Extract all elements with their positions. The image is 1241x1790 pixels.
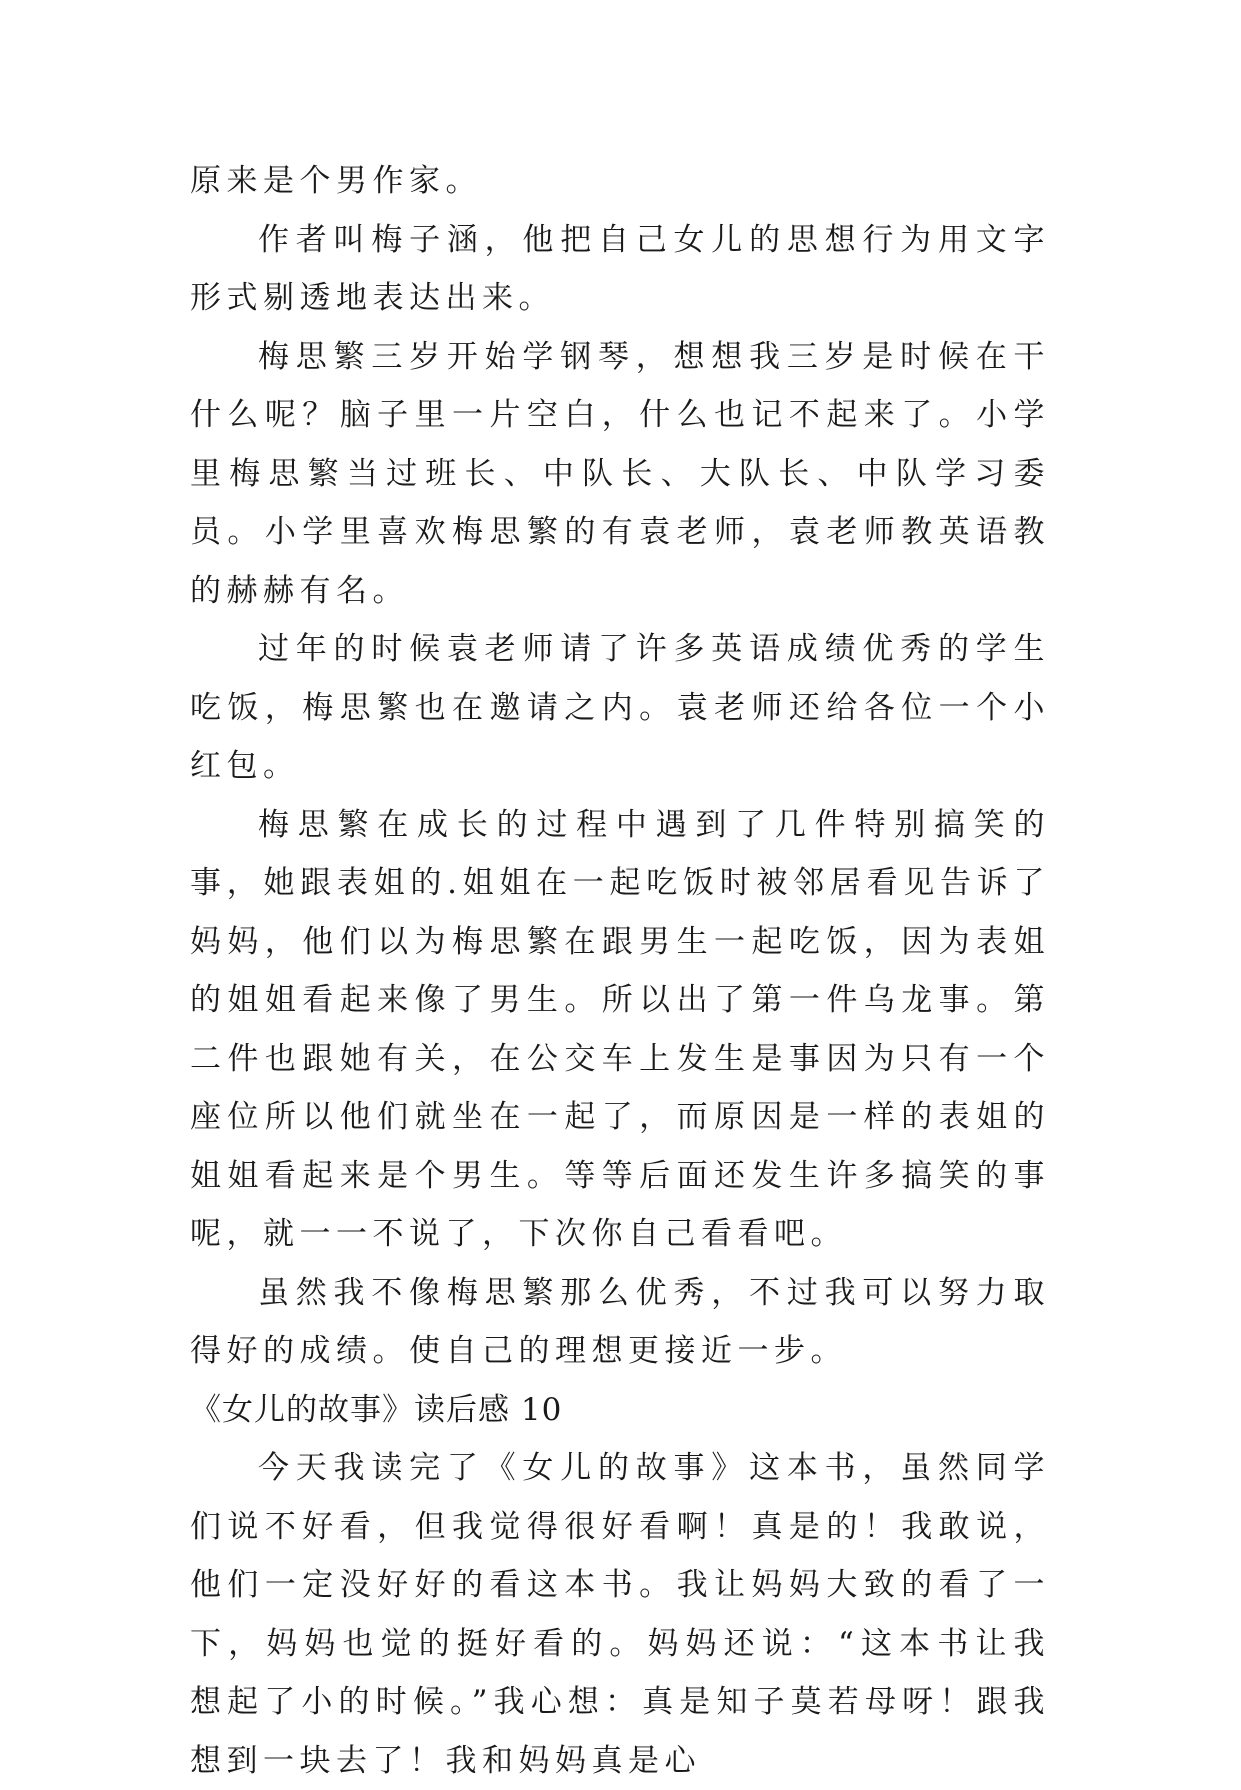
paragraph-3: 梅思繁三岁开始学钢琴，想想我三岁是时候在干什么呢？脑子里一片空白，什么也记不起来了。小学里梅思繁当过班长、中队长、大队长、中队学习委员。小学里喜欢梅思繁的有袁老师，袁老师教英语教的赫赫有名。	[190, 338, 1050, 609]
paragraph-4: 过年的时候袁老师请了许多英语成绩优秀的学生吃饭，梅思繁也在邀请之内。袁老师还给各位一个小红包。	[190, 631, 1050, 784]
paragraph-5: 梅思繁在成长的过程中遇到了几件特别搞笑的事，她跟表姐的.姐姐在一起吃饭时被邻居看见告诉了妈妈，他们以为梅思繁在跟男生一起吃饭，因为表姐的姐姐看起来像了男生。所以出了第一件乌龙事。第二件也跟她有关，在公交车上发生是事因为只有一个座位所以他们就坐在一起了，而原因是一样的表姐的姐姐看起来是个男生。等等后面还发生许多搞笑的事呢，就一一不说了，下次你自己看看吧。	[190, 806, 1050, 1252]
paragraph-6: 虽然我不像梅思繁那么优秀，不过我可以努力取得好的成绩。使自己的理想更接近一步。	[190, 1274, 1050, 1369]
paragraph-7: 今天我读完了《女儿的故事》这本书，虽然同学们说不好看，但我觉得很好看啊！真是的！我敢说，他们一定没好好的看这本书。我让妈妈大致的看了一下，妈妈也觉的挺好看的。妈妈还说：“这本书让我想起了小的时候。”我心想：真是知子莫若母呀！跟我想到一块去了！我和妈妈真是心	[190, 1450, 1050, 1779]
section-heading: 《女儿的故事》读后感 10	[190, 1391, 563, 1428]
paragraph-1: 原来是个男作家。	[190, 163, 482, 199]
document-body	[190, 152, 1050, 1790]
paragraph-2: 作者叫梅子涵，他把自己女儿的思想行为用文字形式剔透地表达出来。	[190, 221, 1050, 316]
